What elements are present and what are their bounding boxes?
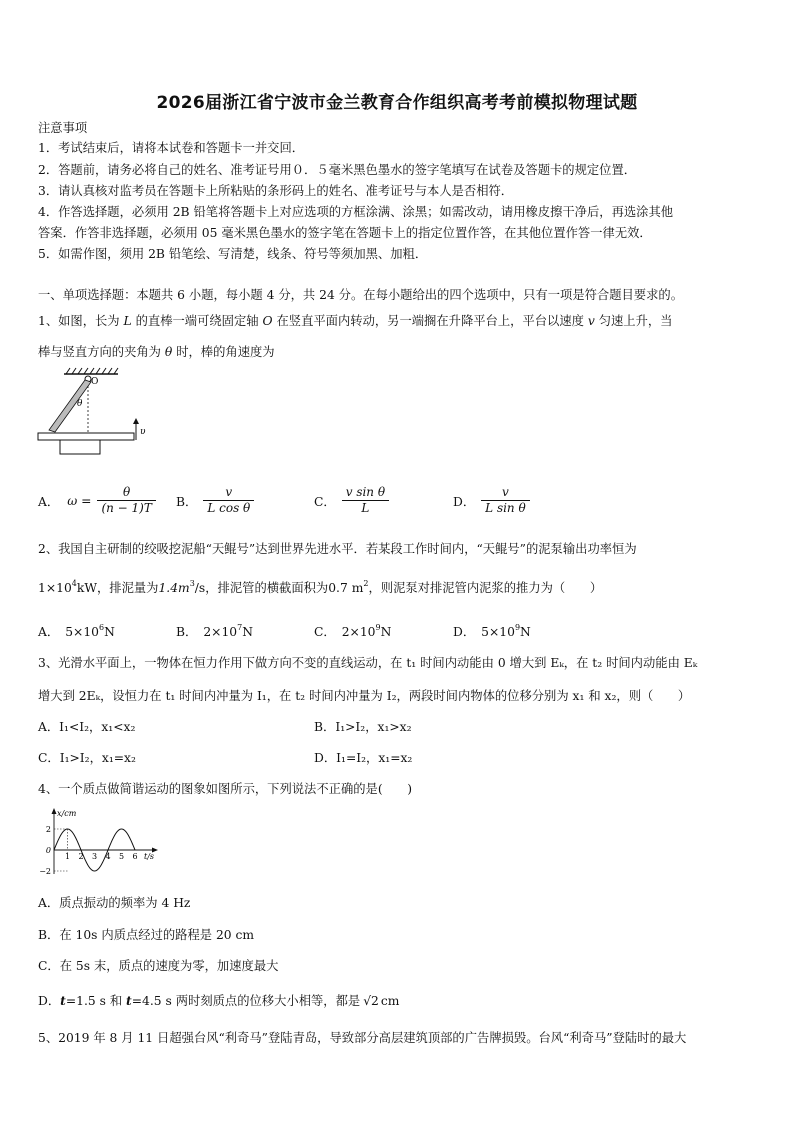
notice-item-1: 1．考试结束后，请将本试卷和答题卡一并交回． — [38, 141, 305, 155]
q1-rod-platform-figure — [36, 364, 156, 464]
x-tick-label: 1 — [64, 852, 71, 861]
x-tick-label: 3 — [91, 852, 98, 861]
notice-item-5: 5．如需作图，须用 2B 铅笔绘、写清楚，线条、符号等须加黑、加粗． — [38, 247, 428, 261]
y-axis-arrow-icon — [52, 808, 57, 814]
notice-item-4: 4．作答选择题，必须用 2B 铅笔将答题卡上对应选项的方框涂满、涂黑；如需改动，请用橡皮擦干净后，再选涂其他 — [38, 205, 674, 219]
x-tick-label: 5 — [118, 852, 125, 861]
q4-option-a[interactable]: A．质点振动的频率为 4 Hz — [38, 896, 191, 910]
q4-option-b[interactable]: B．在 10s 内质点经过的路程是 20 cm — [38, 928, 255, 942]
notice-item-2: 2．答题前，请务必将自己的姓名、准考证号用０．５毫米黑色墨水的签字笔填写在试卷及答题卡的规定位置． — [38, 163, 637, 177]
q1-option-a-fraction: $\frac{\theta}{(n - 1)T}$ — [97, 485, 155, 516]
y-axis-label: x/cm — [57, 809, 77, 818]
q4-shm-graph — [36, 806, 166, 878]
q1-stem-line1: 1、如图，长为 L 的直棒一端可绕固定轴 O 在竖直平面内转动，另一端搁在升降平台上，平台以速度 v 匀速上升，当 — [38, 314, 673, 328]
q1-option-d[interactable]: D． $\frac{v}{\text{L sin θ}}$ — [453, 485, 530, 516]
arrow-up-icon — [133, 418, 139, 424]
q5-stem-line1: 5、2019 年 8 月 11 日超强台风“利奇马”登陆青岛，导致部分高层建筑顶部的广告牌损毁。台风“利奇马”登陆时的最大 — [38, 1031, 687, 1045]
q1-option-a[interactable]: A． ω = $\frac{\theta}{(n - 1)T}$ — [38, 485, 156, 516]
q3-stem-line2: 增大到 2Eₖ，设恒力在 t₁ 时间内冲量为 I₁，在 t₂ 时间内冲量为 I₂，两段时间内物体的位移分别为 x₁ 和 x₂，则（ ） — [38, 689, 691, 703]
x-tick-label: 2 — [78, 852, 84, 861]
q3-stem-line1: 3、光滑水平面上，一物体在恒力作用下做方向不变的直线运动，在 t₁ 时间内动能由 0 增大到 Eₖ，在 t₂ 时间内动能由 Eₖ — [38, 656, 698, 670]
q1-option-c-fraction: $\frac{\text{v sin θ}}{L}$ — [342, 485, 389, 516]
y-tick-label: 2 — [45, 825, 51, 834]
q3-option-c[interactable]: C．I₁>I₂，x₁=x₂ — [38, 751, 136, 765]
q1-stem-line2: 棒与竖直方向的夹角为 θ 时，棒的角速度为 — [38, 345, 275, 359]
q1-option-b-fraction: $\frac{v}{\text{L cos θ}}$ — [203, 485, 254, 516]
q3-option-a[interactable]: A．I₁<I₂，x₁<x₂ — [38, 720, 136, 734]
x-tick-label: 4 — [105, 852, 111, 861]
page-title: 2026届浙江省宁波市金兰教育合作组织高考考前模拟物理试题 — [156, 93, 638, 113]
q4-option-d[interactable]: D．t=1.5 s 和 t=4.5 s 两时刻质点的位移大小相等，都是 √2 cm — [38, 993, 400, 1008]
q4-stem: 4、一个质点做简谐运动的图象如图所示，下列说法不正确的是( ) — [38, 782, 413, 796]
q2-option-c[interactable]: C． $2\times 10^9N$ — [314, 623, 392, 639]
platform-base — [60, 440, 100, 454]
y-tick-label: 0 — [45, 846, 51, 855]
q1-option-c[interactable]: C． $\frac{\text{v sin θ}}{L}$ — [314, 485, 389, 516]
platform — [38, 433, 134, 440]
angle-theta-label: θ — [77, 399, 83, 409]
q2-option-b[interactable]: B． $2\times 10^7N$ — [176, 623, 253, 639]
q1-option-b[interactable]: B． $\frac{v}{\text{L cos θ}}$ — [176, 485, 254, 516]
q2-option-d[interactable]: D． $5\times 10^9N$ — [453, 623, 531, 639]
y-tick-label: −2 — [39, 867, 51, 876]
q2-option-a[interactable]: A． $5\times 10^6N$ — [38, 623, 115, 639]
q1-option-d-fraction: $\frac{v}{\text{L sin θ}}$ — [481, 485, 530, 516]
q2-stem-line2: $1\times 10^4kW$，排泥量为$1.4m^3/s$，排泥管的横截面积为0.7 $m^2$，则泥泵对排泥管内泥浆的推力为（ ） — [38, 579, 603, 595]
pivot-label: O — [91, 377, 99, 387]
notice-item-4-cont: 答案．作答非选择题，必须用 05 毫米黑色墨水的签字笔在答题卡上的指定位置作答，在其他位置作答一律无效． — [38, 226, 652, 240]
q3-option-b[interactable]: B．I₁>I₂，x₁>x₂ — [314, 720, 412, 734]
rod — [49, 380, 91, 432]
section-heading: 一、单项选择题：本题共 6 小题，每小题 4 分，共 24 分。在每小题给出的四个选项中，只有一项是符合题目要求的。 — [38, 288, 683, 302]
x-tick-label: 6 — [132, 852, 138, 861]
q2-stem-line1: 2、我国自主研制的绞吸挖泥船“天鲲号”达到世界先进水平．若某段工作时间内，“天鲲号”的泥泵输出功率恒为 — [38, 542, 637, 556]
velocity-label: υ — [140, 427, 146, 437]
notice-item-3: 3．请认真核对监考员在答题卡上所粘贴的条形码上的姓名、准考证号与本人是否相符． — [38, 184, 514, 198]
q4-option-c[interactable]: C．在 5s 末，质点的速度为零，加速度最大 — [38, 959, 279, 973]
x-axis-label: t/s — [144, 852, 155, 861]
notice-heading: 注意事项 — [38, 121, 88, 135]
ceiling-hatch — [66, 368, 118, 374]
q3-option-d[interactable]: D．I₁=I₂，x₁=x₂ — [314, 751, 413, 765]
